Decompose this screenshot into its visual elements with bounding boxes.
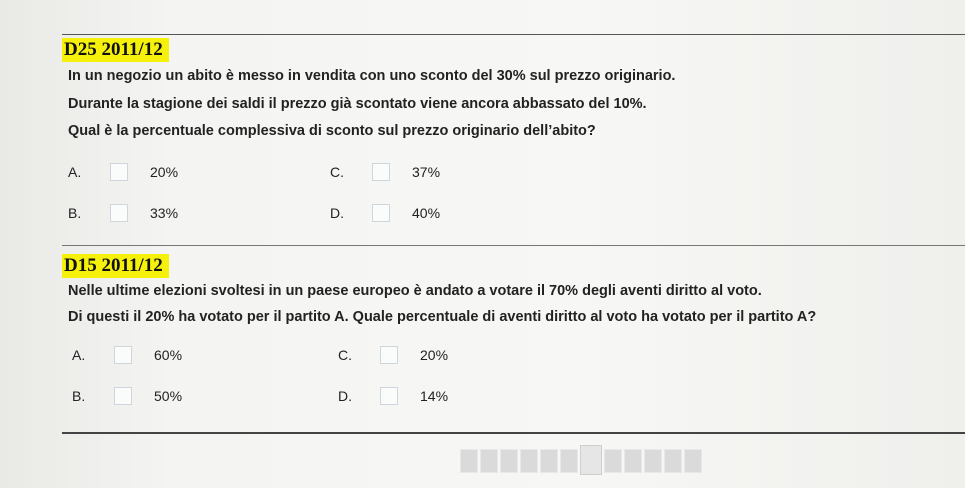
option-d[interactable] [338,387,448,405]
option-value: 50% [154,388,183,404]
cut-off-top-text [270,0,274,8]
option-value: 37% [412,164,441,180]
slide-thumbnail[interactable] [480,449,498,473]
slide-thumbnail-strip[interactable] [460,449,702,475]
option-value: 20% [420,347,449,363]
answer-checkbox[interactable] [114,387,132,405]
option-c[interactable] [338,346,448,364]
option-letter: B. [72,388,86,404]
option-letter: A. [68,164,82,180]
question-text-line-1: Nelle ultime elezioni svoltesi in un paese europeo è andato a votare il 70% degli aventi diritto al voto. [68,283,762,299]
option-letter: A. [72,347,86,363]
answer-checkbox[interactable] [372,204,390,222]
option-letter: B. [68,205,82,221]
question-text-line-2: Di questi il 20% ha votato per il partito A. Quale percentuale di aventi diritto al voto ha votato per il partito A? [68,309,817,325]
answer-checkbox[interactable] [110,163,128,181]
bottom-divider [62,432,965,434]
slide-thumbnail[interactable] [520,449,538,473]
slide-thumbnail-current[interactable] [580,445,602,475]
option-letter: C. [330,164,344,180]
option-value: 14% [420,388,449,404]
option-d[interactable] [330,204,440,222]
top-divider [62,34,965,35]
slide-thumbnail[interactable] [684,449,702,473]
option-value: 20% [150,164,179,180]
middle-divider [62,245,965,246]
option-b[interactable] [68,204,178,222]
slide-thumbnail[interactable] [604,449,622,473]
slide-thumbnail[interactable] [644,449,662,473]
slide-thumbnail[interactable] [664,449,682,473]
option-a[interactable] [68,163,178,181]
question-text-line-2: Durante la stagione dei saldi il prezzo già scontato viene ancora abbassato del 10%. [68,96,647,112]
answer-checkbox[interactable] [114,346,132,364]
option-b[interactable] [72,387,182,405]
option-letter: D. [338,388,352,404]
option-letter: C. [338,347,352,363]
option-value: 33% [150,205,179,221]
slide-thumbnail[interactable] [500,449,518,473]
slide-thumbnail[interactable] [624,449,642,473]
option-letter: D. [330,205,344,221]
question-text-line-1: In un negozio un abito è messo in vendita con uno sconto del 30% sul prezzo originario. [68,68,676,84]
slide-thumbnail[interactable] [460,449,478,473]
option-a[interactable] [72,346,182,364]
option-value: 40% [412,205,441,221]
question-id: D15 2011/12 [62,254,169,278]
question-id: D25 2011/12 [62,38,169,62]
answer-checkbox[interactable] [372,163,390,181]
option-value: 60% [154,347,183,363]
option-c[interactable] [330,163,440,181]
slide-thumbnail[interactable] [540,449,558,473]
answer-checkbox[interactable] [380,387,398,405]
question-text-line-3: Qual è la percentuale complessiva di sconto sul prezzo originario dell’abito? [68,123,596,139]
slide-thumbnail[interactable] [560,449,578,473]
answer-checkbox[interactable] [380,346,398,364]
answer-checkbox[interactable] [110,204,128,222]
